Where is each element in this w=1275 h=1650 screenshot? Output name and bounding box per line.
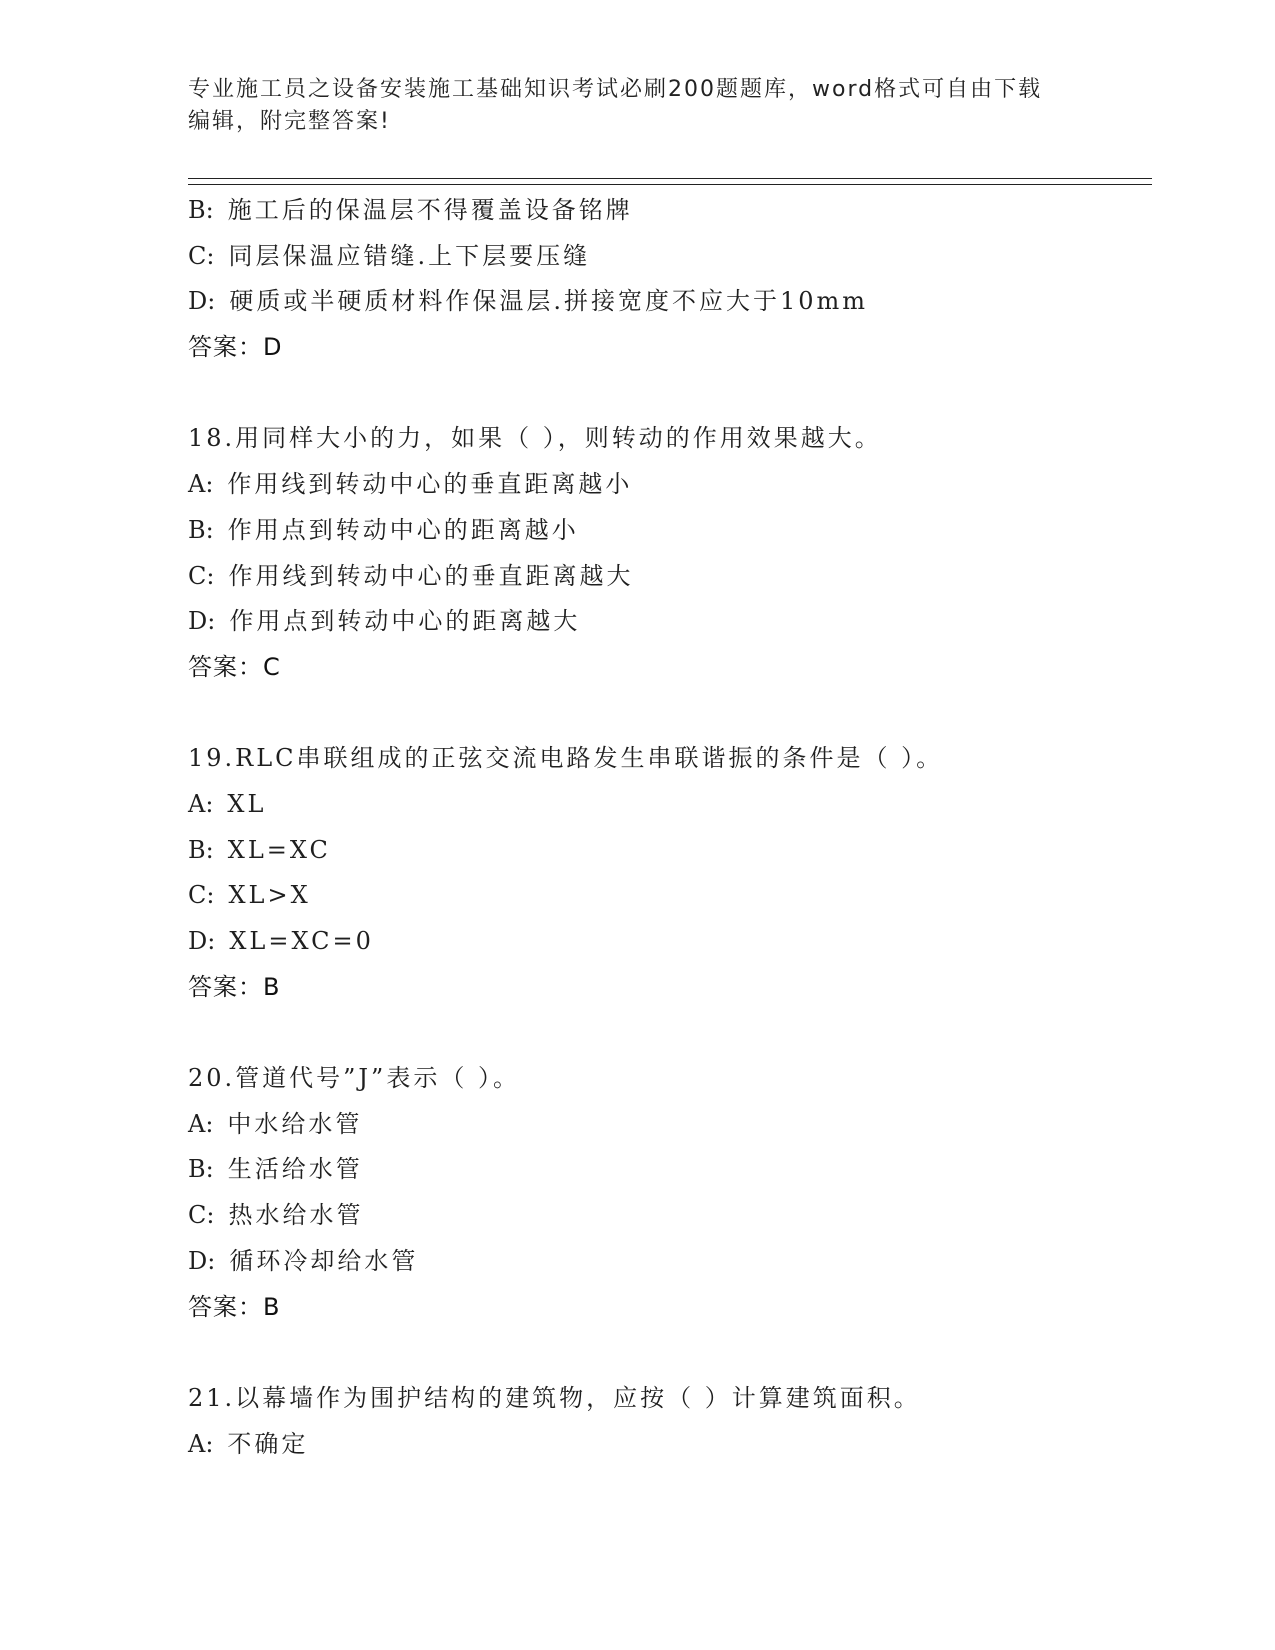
answer-line: 答案：C (188, 652, 281, 681)
option-d (188, 1239, 1152, 1285)
option-text: 作用线到转动中心的垂直距离越大 (228, 561, 634, 590)
option-c (188, 234, 1152, 280)
option-c (188, 1193, 1152, 1239)
option-key: C: (188, 1201, 215, 1230)
option-key: C: (188, 881, 215, 910)
spacer (188, 371, 1152, 417)
question-text: 20.管道代号”J”表示（ ）。 (188, 1064, 520, 1093)
option-key: C: (188, 241, 215, 270)
option-text: 作用线到转动中心的垂直距离越小 (227, 470, 633, 499)
document-header (188, 74, 1088, 138)
question-text: 19.RLC串联组成的正弦交流电路发生串联谐振的条件是（ ）。 (188, 744, 944, 773)
option-key: A: (188, 789, 214, 818)
option-a (188, 1102, 1152, 1148)
header-double-rule (188, 178, 1152, 185)
option-key: D: (188, 927, 216, 955)
option-key: C: (188, 561, 215, 590)
option-key: B: (188, 515, 214, 544)
option-key: A: (188, 1109, 214, 1138)
option-b (188, 508, 1152, 554)
question-text: 18.用同样大小的力，如果（ ），则转动的作用效果越大。 (188, 424, 882, 453)
question-19 (188, 736, 1152, 1010)
option-b (188, 828, 1152, 874)
answer-line: 答案：B (188, 1292, 281, 1321)
option-a (188, 1422, 1152, 1468)
answer-line: 答案：D (188, 333, 283, 362)
option-b (188, 188, 1152, 234)
option-text: XL=XC (227, 835, 331, 864)
option-c (188, 873, 1152, 919)
question-20 (188, 1056, 1152, 1330)
answer-line: 答案：B (188, 972, 281, 1001)
question-18 (188, 416, 1152, 690)
option-text: XL (227, 789, 267, 818)
option-key: B: (188, 835, 214, 864)
option-text: 作用点到转动中心的距离越大 (229, 607, 581, 636)
option-b (188, 1147, 1152, 1193)
option-key: D: (188, 607, 216, 636)
option-text: 热水给水管 (228, 1201, 364, 1230)
question-text: 21.以幕墙作为围护结构的建筑物，应按（ ）计算建筑面积。 (188, 1383, 921, 1412)
option-key: B: (188, 196, 214, 224)
header-title-line-2: 编辑，附完整答案! (188, 109, 391, 134)
spacer (188, 691, 1152, 737)
option-key: D: (188, 1246, 216, 1275)
option-a (188, 462, 1152, 508)
option-text: 作用点到转动中心的距离越小 (227, 515, 579, 544)
option-text: 施工后的保温层不得覆盖设备铭牌 (227, 196, 633, 224)
question-list (188, 188, 1152, 1467)
option-key: B: (188, 1155, 214, 1184)
option-text: XL>X (228, 881, 311, 910)
option-key: D: (188, 287, 216, 316)
option-key: A: (188, 470, 214, 499)
option-text: 同层保温应错缝.上下层要压缝 (228, 241, 591, 270)
option-text: 硬质或半硬质材料作保温层.拼接宽度不应大于10mm (229, 287, 869, 316)
option-text: 中水给水管 (227, 1109, 363, 1138)
question-17 (188, 188, 1152, 371)
option-text: 生活给水管 (227, 1155, 363, 1184)
question-21 (188, 1376, 1152, 1467)
header-title-line-1: 专业施工员之设备安装施工基础知识考试必刷200题题库，word格式可自由下载 (188, 77, 1043, 102)
option-text: 循环冷却给水管 (229, 1246, 419, 1275)
option-text: 不确定 (227, 1429, 309, 1458)
spacer (188, 1330, 1152, 1376)
option-d (188, 599, 1152, 645)
option-key: A: (188, 1429, 214, 1458)
option-d (188, 919, 1152, 965)
option-text: XL=XC=0 (229, 927, 374, 955)
option-c (188, 554, 1152, 600)
option-a (188, 782, 1152, 828)
spacer (188, 1010, 1152, 1056)
option-d (188, 279, 1152, 325)
